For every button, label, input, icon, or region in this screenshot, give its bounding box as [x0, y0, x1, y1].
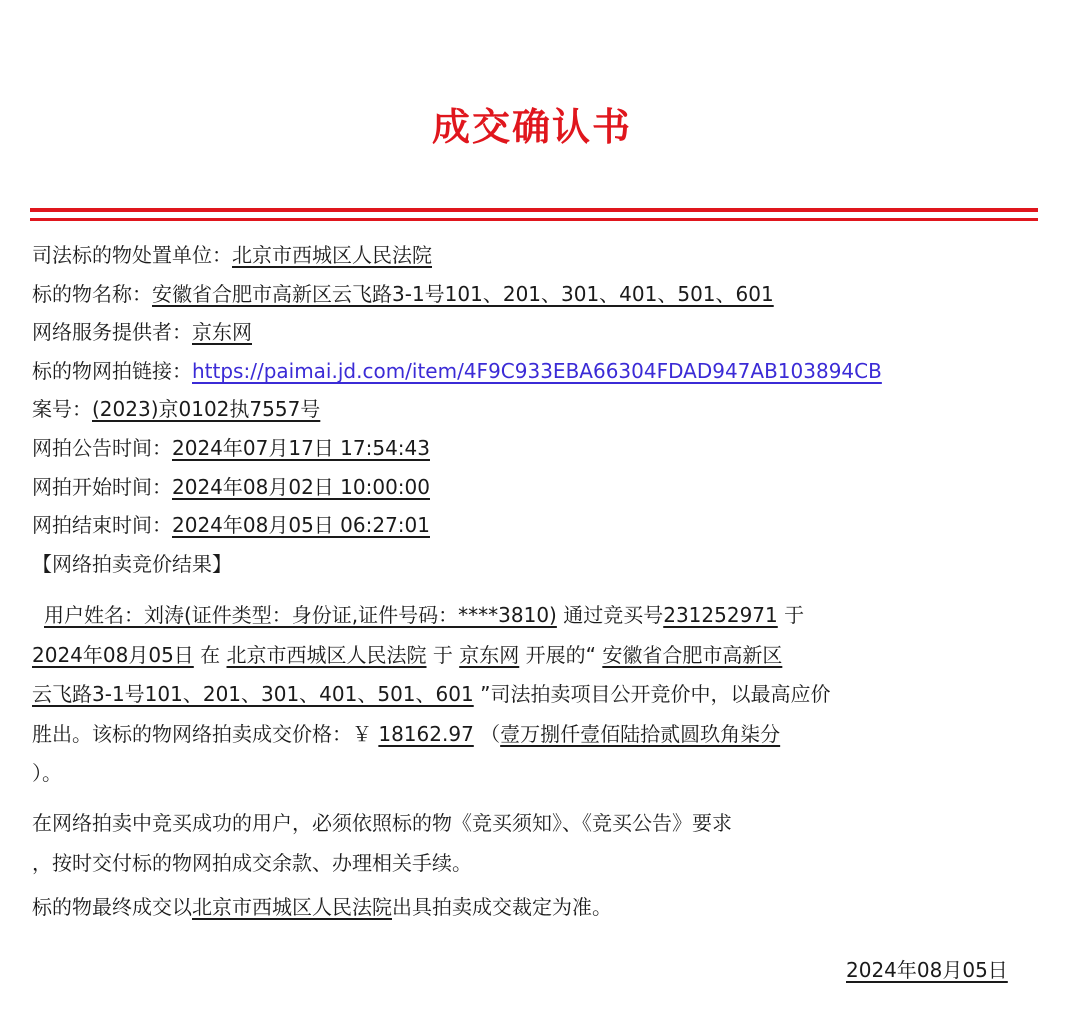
field-start-time [32, 468, 1042, 507]
field-value: 安徽省合肥市高新区云飞路3-1号101、201、301、401、501、601 [152, 281, 774, 306]
result-text: （ [480, 721, 501, 746]
result-platform: 京东网 [459, 642, 520, 667]
result-line [32, 754, 1042, 794]
result-text: 在 [200, 642, 221, 667]
field-item-name [32, 275, 1042, 314]
document-title: 成交确认书 [431, 105, 632, 149]
notice-paragraph [32, 804, 1042, 883]
result-line [32, 715, 1042, 755]
final-paragraph [32, 888, 1042, 928]
result-line [32, 675, 1042, 715]
result-date: 2024年08月05日 [32, 642, 194, 667]
field-value: 北京市西城区人民法院 [232, 243, 432, 267]
field-announce-time [32, 429, 1042, 468]
footer-date: 2024年08月05日 [846, 958, 1008, 982]
field-label: 司法标的物处置单位： [32, 243, 232, 267]
field-value: 2024年07月17日 17:54:43 [172, 435, 430, 460]
field-label: 标的物网拍链接： [32, 358, 192, 383]
field-value: 2024年08月02日 10:00:00 [172, 474, 430, 499]
field-label: 标的物名称： [32, 281, 152, 306]
final-text: 标的物最终成交以 [32, 895, 192, 919]
field-label: 网拍结束时间： [32, 513, 172, 538]
field-value: (2023)京0102执7557号 [92, 397, 321, 422]
result-text: 开展的“ [525, 642, 596, 667]
result-text: ”司法拍卖项目公开竞价中，以最高应价 [480, 682, 831, 706]
result-paragraph [32, 596, 1042, 794]
field-label: 案号： [32, 397, 92, 422]
header-rule-thick [30, 208, 1038, 212]
result-text: 于 [784, 603, 805, 627]
result-text: 通过竞买号 [563, 603, 664, 627]
result-item-part1: 安徽省合肥市高新区 [602, 642, 783, 667]
price-in-words: 壹万捌仟壹佰陆拾贰圆玖角柒分 [500, 721, 781, 746]
notice-line: 在网络拍卖中竞买成功的用户，必须依照标的物《竞买须知》、《竞买公告》要求 [32, 811, 732, 835]
field-value: 2024年08月05日 06:27:01 [172, 513, 430, 538]
winner-info: 用户姓名：刘涛(证件类型：身份证,证件号码：****3810) [44, 603, 557, 627]
final-line [32, 888, 1042, 928]
result-line [32, 596, 1042, 636]
result-heading: 【网络拍卖竞价结果】 [32, 551, 232, 576]
result-item-part2: 云飞路3-1号101、201、301、401、501、601 [32, 682, 474, 706]
result-line [32, 636, 1042, 676]
final-text: 出具拍卖成交裁定为准。 [392, 895, 612, 919]
result-text: ）。 [32, 761, 62, 785]
price-value: 18162.97 [378, 721, 474, 746]
notice-line: ，按时交付标的物网拍成交余款、办理相关手续。 [32, 850, 472, 875]
field-value: 京东网 [192, 320, 252, 345]
result-text: 胜出。该标的物网络拍卖成交价格：￥ [32, 721, 372, 746]
result-court: 北京市西城区人民法院 [226, 642, 427, 667]
field-label: 网络服务提供者： [32, 320, 192, 345]
bid-number: 231252971 [663, 603, 778, 627]
field-link [32, 352, 1042, 391]
field-label: 网拍开始时间： [32, 474, 172, 499]
field-label: 网拍公告时间： [32, 435, 172, 460]
final-court: 北京市西城区人民法院 [192, 895, 392, 919]
result-text: 于 [432, 642, 453, 667]
field-disposal-unit [32, 236, 1042, 275]
header-rule-thin [30, 218, 1038, 221]
field-provider [32, 313, 1042, 352]
item-link[interactable]: https://paimai.jd.com/item/4F9C933EBA66304FDAD947AB103894CB [192, 358, 882, 383]
auction-fields [32, 236, 1042, 583]
field-case-no [32, 390, 1042, 429]
field-end-time [32, 506, 1042, 545]
